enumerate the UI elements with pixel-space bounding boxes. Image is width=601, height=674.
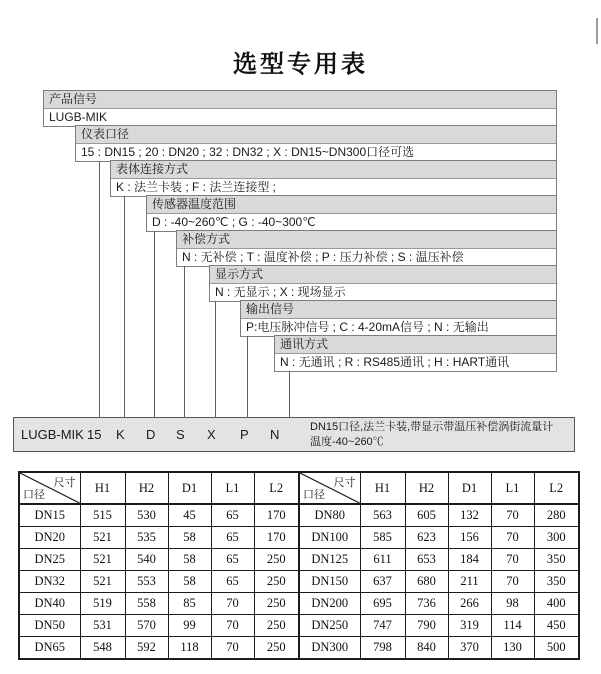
table-cell: 300 [534,527,579,549]
table-cell: 840 [405,637,448,660]
table-cell: 637 [360,571,405,593]
cascade-box-options: N : 无通讯 ; R : RS485通讯 ; H : HART通讯 [280,355,510,369]
table-cell: 370 [448,637,491,660]
table-cell-dn: DN25 [19,549,80,571]
table-cell: 156 [448,527,491,549]
corner-label-diameter: 口径 [23,489,45,501]
column-header-l1: L1 [491,472,534,504]
table-cell-dn: DN300 [299,637,360,660]
cascade-box-options: P:电压脉冲信号 ; C : 4-20mA信号 ; N : 无输出 [246,320,489,334]
table-cell: 170 [254,527,299,549]
table-cell: 70 [491,549,534,571]
table-cell: 563 [360,504,405,527]
cascade-box-label: 表体连接方式 [111,161,556,179]
table-cell: 58 [168,549,211,571]
cascade-box-display-mode [209,265,557,302]
table-cell: 695 [360,593,405,615]
example-code-display: X [207,427,216,442]
table-cell: 531 [80,615,125,637]
table-cell: 605 [405,504,448,527]
example-model: LUGB-MIK [21,427,84,442]
table-cell: 553 [125,571,168,593]
dimension-table [18,471,578,653]
table-cell: 680 [405,571,448,593]
table-cell: 114 [491,615,534,637]
table-cell: 170 [254,504,299,527]
corner-label-size: 尺寸 [53,477,76,489]
table-cell-dn: DN125 [299,549,360,571]
example-code-bar [13,417,575,452]
table-cell: 85 [168,593,211,615]
cascade-box-options: K : 法兰卡装 ; F : 法兰连接型 ; [116,180,277,194]
table-cell-dn: DN65 [19,637,80,660]
table-cell: 350 [534,571,579,593]
table-cell: 58 [168,571,211,593]
example-description-line1: DN15口径,法兰卡装,带显示带温压补偿涡街流量计 [310,421,554,433]
column-header-h2: H2 [125,472,168,504]
table-cell: 611 [360,549,405,571]
table-cell: 350 [534,549,579,571]
table-cell: 548 [80,637,125,660]
table-cell: 132 [448,504,491,527]
table-cell: 400 [534,593,579,615]
cascade-box-options: N : 无显示 ; X : 现场显示 [215,285,346,299]
table-cell: 211 [448,571,491,593]
table-cell: 65 [211,571,254,593]
table-cell: 521 [80,571,125,593]
table-cell: 70 [211,615,254,637]
table-cell: 450 [534,615,579,637]
example-code-connection: K [116,427,125,442]
table-cell: 570 [125,615,168,637]
dimension-table-body [19,504,579,659]
table-row [19,637,579,660]
table-cell: 45 [168,504,211,527]
table-header-row [19,472,579,504]
table-cell: 70 [491,571,534,593]
table-cell: 558 [125,593,168,615]
example-code-output: P [240,427,249,442]
table-cell: 623 [405,527,448,549]
table-cell: 184 [448,549,491,571]
table-cell: 70 [211,637,254,660]
connector-line [215,301,216,417]
table-cell: 515 [80,504,125,527]
table-cell-dn: DN40 [19,593,80,615]
table-cell: 500 [534,637,579,660]
table-cell-dn: DN200 [299,593,360,615]
connector-line [184,266,185,417]
diagonal-header-cell [19,472,80,504]
table-cell-dn: DN80 [299,504,360,527]
table-cell: 118 [168,637,211,660]
table-cell: 519 [80,593,125,615]
table-cell: 58 [168,527,211,549]
table-row [19,571,579,593]
column-header-l1: L1 [211,472,254,504]
table-row [19,593,579,615]
table-cell: 250 [254,549,299,571]
diagonal-header-cell [299,472,360,504]
table-cell: 521 [80,549,125,571]
page-title: 选型专用表 [233,51,368,78]
cascade-box-options: 15 : DN15 ; 20 : DN20 ; 32 : DN32 ; X : DN15~DN300口径可选 [81,145,415,159]
example-code-compensation: S [176,427,185,442]
cascade-box-output-signal [240,300,557,337]
example-code-diameter: 15 [87,427,102,442]
cascade-box-options: N : 无补偿 ; T : 温度补偿 ; P : 压力补偿 ; S : 温压补偿 [182,250,464,264]
table-cell: 266 [448,593,491,615]
table-cell: 250 [254,593,299,615]
cascade-box-compensation-mode [176,230,557,267]
cascade-box-meter-diameter [75,125,557,162]
cascade-box-label: 补偿方式 [177,231,556,249]
table-cell: 540 [125,549,168,571]
cascade-box-sensor-temp-range [146,195,557,232]
table-cell: 747 [360,615,405,637]
cascade-box-label: 仪表口径 [76,126,556,144]
table-row [19,615,579,637]
table-cell: 592 [125,637,168,660]
example-description-line2: 温度-40~260℃ [310,435,384,448]
table-row [19,527,579,549]
cascade-box-label: 传感器温度范围 [147,196,556,214]
cascade-box-options: D : -40~260℃ ; G : -40~300℃ [152,215,316,229]
table-cell: 70 [491,527,534,549]
table-cell: 99 [168,615,211,637]
example-code-temp: D [146,427,156,442]
column-header-d1: D1 [448,472,491,504]
cascade-box-body-connection [110,160,557,197]
connector-line [289,371,290,417]
page-edge-artifact [596,18,598,44]
column-header-l2: L2 [534,472,579,504]
table-cell-dn: DN15 [19,504,80,527]
table-cell-dn: DN32 [19,571,80,593]
column-header-h1: H1 [360,472,405,504]
cascade-box-label: 产品信号 [44,91,556,109]
table-cell: 585 [360,527,405,549]
corner-label-diameter: 口径 [303,489,325,501]
table-cell: 736 [405,593,448,615]
column-header-h2: H2 [405,472,448,504]
table-cell: 130 [491,637,534,660]
cascade-box-label: 显示方式 [210,266,556,284]
table-cell: 250 [254,615,299,637]
table-cell: 65 [211,504,254,527]
table-row [19,504,579,527]
table-cell: 280 [534,504,579,527]
table-row [19,549,579,571]
connector-line [154,231,155,417]
connector-line [99,161,100,417]
table-cell: 250 [254,571,299,593]
table-cell: 653 [405,549,448,571]
column-header-l2: L2 [254,472,299,504]
connector-line [247,336,248,417]
cascade-box-label: 输出信号 [241,301,556,319]
table-cell-dn: DN100 [299,527,360,549]
cascade-box-product-code [43,90,557,127]
cascade-box-options: LUGB-MIK [49,110,108,124]
table-cell-dn: DN50 [19,615,80,637]
column-header-d1: D1 [168,472,211,504]
corner-label-size: 尺寸 [333,477,356,489]
connector-line [124,196,125,417]
table-cell: 790 [405,615,448,637]
table-cell: 798 [360,637,405,660]
table-cell-dn: DN150 [299,571,360,593]
table-cell-dn: DN250 [299,615,360,637]
table-cell: 535 [125,527,168,549]
column-header-h1: H1 [80,472,125,504]
table-cell-dn: DN20 [19,527,80,549]
table-cell: 65 [211,527,254,549]
cascade-box-label: 通讯方式 [275,336,556,354]
table-cell: 70 [491,504,534,527]
example-description [310,420,572,449]
table-cell: 98 [491,593,534,615]
table-cell: 319 [448,615,491,637]
cascade-box-communication-mode [274,335,557,372]
table-cell: 530 [125,504,168,527]
table-cell: 65 [211,549,254,571]
table-cell: 521 [80,527,125,549]
example-code-communication: N [270,427,280,442]
table-cell: 250 [254,637,299,660]
table-cell: 70 [211,593,254,615]
